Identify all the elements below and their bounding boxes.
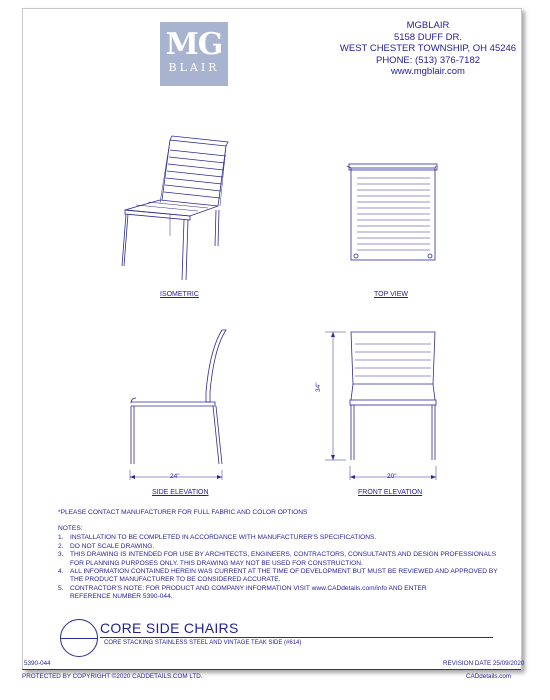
note-line [58, 585, 498, 593]
side-elevation-chair [130, 330, 226, 480]
note-line [58, 534, 498, 542]
note-number: 3. [58, 551, 64, 559]
notes-list [58, 534, 498, 593]
top-view-caption: TOP VIEW [374, 291, 408, 298]
company-phone: PHONE: (513) 376-7182 [375, 54, 481, 66]
isometric-chair-view [122, 136, 228, 280]
side-elevation-caption: SIDE ELEVATION [152, 489, 209, 496]
contact-note: *PLEASE CONTACT MANUFACTURER FOR FULL FABRIC AND COLOR OPTIONS [58, 509, 308, 516]
company-name: MGBLAIR [406, 20, 450, 31]
isometric-caption: ISOMETRIC [160, 291, 199, 298]
title-rule [100, 637, 493, 638]
front-width-dimension: 20" [387, 473, 397, 480]
drawing-number: 5390-044 [24, 660, 51, 667]
logo-wordmark: BLAIR [168, 61, 220, 74]
reference-number: REFERENCE NUMBER 5390-044. [70, 593, 173, 601]
note-text: ALL INFORMATION CONTAINED HEREIN WAS CURRENT AT THE TIME OF DEVELOPMENT BUT MUST BE REVIEWED AND APPROVED BY [70, 568, 498, 576]
drawing-subtitle: CORE STACKING STAINLESS STEEL AND VINTAGE TEAK SIDE (#614) [104, 640, 302, 646]
notes-heading: NOTES: [58, 525, 83, 532]
note-number [58, 560, 70, 568]
note-line [58, 551, 498, 559]
note-text: CONTRACTOR'S NOTE: FOR PRODUCT AND COMPANY INFORMATION VISIT www.CADdetails.com/info AND ENTER [70, 584, 427, 592]
note-number [58, 576, 70, 584]
note-line [58, 543, 498, 551]
note-number: 2. [58, 542, 64, 550]
note-number: 4. [58, 568, 64, 576]
note-text: THIS DRAWING IS INTENDED FOR USE BY ARCHITECTS, ENGINEERS, CONTRACTORS, CONSULTANTS AND DESIGN PROFESSIONALS [70, 551, 497, 559]
note-text: THE PRODUCT MANUFACTURER TO BE CONSIDERED ACCURATE. [70, 576, 281, 584]
note-text: INSTALLATION TO BE COMPLETED IN ACCORDANCE WITH MANUFACTURER'S SPECIFICATIONS. [70, 534, 377, 542]
note-line [58, 560, 498, 568]
company-website[interactable]: www.mgblair.com [391, 66, 465, 77]
drawing-title: CORE SIDE CHAIRS [100, 620, 239, 636]
title-symbol [60, 619, 98, 657]
logo-mark: MG [165, 27, 223, 62]
note-number: 1. [58, 534, 64, 542]
note-number: 5. [58, 584, 64, 592]
revision-date: REVISION DATE 25/09/2020 [443, 660, 525, 667]
copyright-notice: PROTECTED BY COPYRIGHT ©2020 CADDETAILS.COM LTD. [22, 673, 203, 680]
caddetails-brand[interactable]: CADdetails.com [466, 673, 512, 680]
front-elevation-caption: FRONT ELEVATION [358, 489, 423, 496]
footer-rule [22, 669, 521, 670]
notes-block [58, 525, 498, 602]
note-line [58, 568, 498, 576]
front-elevation-chair [325, 332, 436, 480]
top-view-chair [347, 164, 437, 260]
note-text: FOR PLANNING PURPOSES ONLY. THIS DRAWING MAY NOT BE USED FOR CONSTRUCTION. [70, 559, 363, 567]
side-width-dimension: 24" [170, 473, 180, 480]
note-text: DO NOT SCALE DRAWING. [70, 542, 155, 550]
company-address-line2: WEST CHESTER TOWNSHIP, OH 45246 [339, 43, 517, 54]
height-dimension: 34" [315, 382, 322, 392]
note-line [58, 576, 498, 584]
company-address-line1: 5158 DUFF DR. [393, 31, 463, 43]
